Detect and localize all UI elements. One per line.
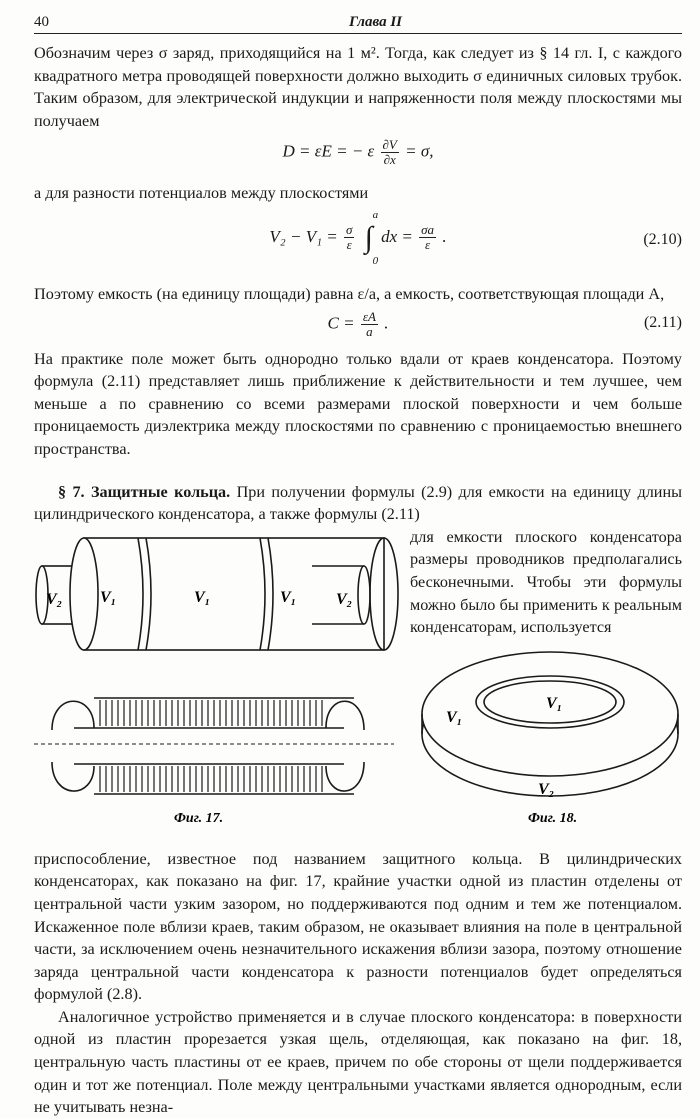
fig18-label-1: V₁ xyxy=(446,708,463,726)
figure-17 xyxy=(34,532,404,822)
figure-area xyxy=(34,526,682,848)
formula-capacitance: C = $\frac{\varepsilon A}{a}$ . (2.11) xyxy=(327,308,682,339)
paragraph-2: а для разности потенциалов между плоскостями xyxy=(34,184,369,203)
paragraph-4: На практике поле может быть однородно только вдали от краев конденсатора. Поэтому формула (2.11) представляет лишь приближение к действительности и тем лучшее, чем меньше a по сравнению со всеми размерами плоской поверхности и чем больше проницаемость диэлектрика между плоскостями по сравнению с проницаемостью внешнего пространства. xyxy=(34,349,682,458)
formula-potential: V₂ − V₁ = $\frac{\sigma}{\varepsilon}$ ∫ a 0 dx = $\frac{\sigma a}{\varepsilon}$ . (2.10) xyxy=(269,208,682,267)
paragraph-5: приспособление, известное под названием защитного кольца. В цилиндрических конденсаторах, как показано на фиг. 17, крайние участки одной из пластин отделены от центральной части узким зазором, но поддерживаются под одним и тем же потенциалом. Искаженное поле вблизи краев, таким образом, не оказывает влияния на поле в центральной части, за исключением очень незначительного искажения вблизи зазора, поэтому отношение заряда центральной части конденсатора к разности потенциалов будет определяться формулой (2.8). xyxy=(34,849,682,1004)
fig18-caption: Фиг. 18. xyxy=(528,810,578,826)
formula-field-rhs: = σ, xyxy=(405,141,434,161)
formula-field-lhs: D = εE = − ε xyxy=(282,141,375,161)
page xyxy=(34,14,682,1119)
fig18-label-2: V₁ xyxy=(546,694,563,712)
fig17-label-2: V₁ xyxy=(100,588,117,606)
figure-18 xyxy=(418,642,682,832)
section-title: § 7. Защитные кольца. xyxy=(58,482,231,501)
running-title: Глава II xyxy=(349,14,402,30)
fig17-hatch xyxy=(100,700,322,792)
integral-sign: ∫ a 0 xyxy=(364,208,379,267)
wrap-text xyxy=(410,526,682,639)
paragraph-1: Обозначим через σ заряд, приходящийся на 1 м². Тогда, как следует из § 14 гл. I, с каждого квадратного метра проводящей поверхности должно выходить σ единичных силовых трубок. Таким образом, для электрической индукции и напряженности поля между плоскостями мы получаем xyxy=(34,44,682,130)
fig17-label-5: V₂ xyxy=(336,590,353,608)
formula-field xyxy=(34,132,682,182)
page-number: 40 xyxy=(34,14,49,30)
formula-field-fraction: $\frac{\partial V}{\partial x}$ xyxy=(382,137,397,168)
fig17-label-3: V₁ xyxy=(194,588,211,606)
equation-number-2-10: (2.10) xyxy=(643,230,682,248)
section-wrap-paragraph: для емкости плоского конденсатора размеры проводников предполагались бесконечными. Чтобы эти формулы можно было бы применить к реальным конденсаторам, используется xyxy=(410,527,682,637)
fig17-caption: Фиг. 17. xyxy=(174,810,224,822)
equation-number-2-11: (2.11) xyxy=(643,313,682,331)
running-header xyxy=(34,14,682,34)
paragraph-6: Аналогичное устройство применяется и в случае плоского конденсатора: в поверхности одной из пластин прорезается узкая щель, отделяющая, как показано на фиг. 18, центральную часть пластины от ее краев, причем по обе стороны от щели поддерживается один и тот же потенциал. Поле между центральными участками является однородным, если не учитывать незна- xyxy=(34,1007,682,1117)
fig18-label-3: V₂ xyxy=(538,780,555,798)
section-lead: § 7. Защитные кольца. При получении формулы (2.9) для емкости на единицу длины цилиндрического конденсатора, а также формулы (2.11) xyxy=(34,482,682,524)
paragraph-3: Поэтому емкость (на единицу площади) равна ε/a, а емкость, соответствующая площади A, xyxy=(34,284,665,303)
fig17-label-1: V₂ xyxy=(46,590,63,608)
fig17-label-4: V₁ xyxy=(280,588,297,606)
